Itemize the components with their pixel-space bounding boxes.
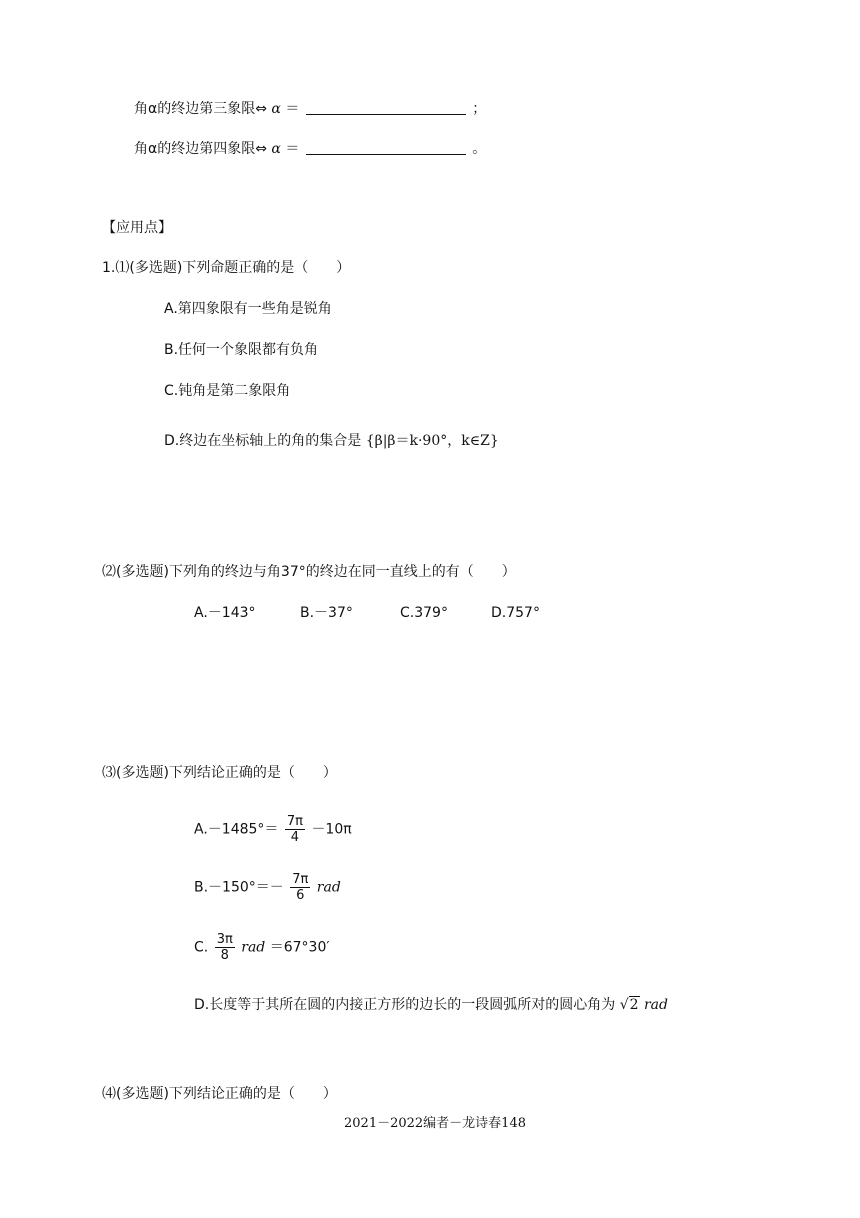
fraction-denominator: 4 (290, 830, 300, 845)
sqrt-expression (620, 996, 644, 1013)
q1-stem: 1.⑴(多选题)下列命题正确的是（ ） (102, 260, 351, 276)
fraction-denominator: 8 (220, 948, 229, 963)
section-title: 【应用点】 (102, 220, 172, 236)
q2-option-b: B.－37° (300, 605, 353, 621)
q1-d-set: {β|β＝k·90°，k∈Z} (365, 433, 499, 449)
q3-d-text: D.长度等于其所在圆的内接正方形的边长的一段圆弧所对的圆心角为 (194, 997, 616, 1013)
q4-stem: ⑷(多选题)下列结论正确的是（ ） (102, 1086, 337, 1102)
q3-option-a (194, 814, 352, 845)
answer-blank (306, 138, 466, 155)
sqrt-radicand: 2 (629, 997, 639, 1013)
q3-stem: ⑶(多选题)下列结论正确的是（ ） (102, 765, 337, 781)
quadrant-third-line (134, 98, 486, 119)
q3-b-left: B.－150°＝－ (194, 879, 284, 896)
line-end: 。 (472, 141, 487, 157)
page-footer: 2021－2022编者－龙诗春148 (344, 1116, 526, 1131)
fraction-numerator: 7π (292, 872, 309, 887)
fraction-numerator: 3π (216, 932, 233, 947)
unit-rad: rad (241, 939, 266, 956)
fraction (285, 814, 305, 845)
fraction-denominator: 6 (296, 888, 305, 903)
q1-option-c: C.钝角是第二象限角 (164, 383, 291, 399)
fraction-numerator: 7π (286, 814, 303, 829)
answer-blank (306, 98, 466, 115)
equals-sign: ＝ (285, 101, 300, 117)
q3-c-left: C. (194, 939, 209, 956)
line-end: ； (472, 101, 487, 117)
q3-a-right: －10π (311, 821, 352, 838)
q2-option-c: C.379° (400, 605, 448, 621)
q1-option-a: A.第四象限有一些角是锐角 (164, 301, 332, 317)
quadrant-third-label: 角α的终边第三象限⇔ (134, 101, 267, 117)
quadrant-fourth-label: 角α的终边第四象限⇔ (134, 141, 267, 157)
quadrant-fourth-line (134, 138, 486, 159)
alpha-symbol: α (271, 101, 281, 117)
alpha-symbol: α (271, 141, 281, 157)
q2-option-a: A.－143° (194, 605, 256, 621)
q1-option-d (164, 431, 499, 451)
unit-rad: rad (316, 879, 341, 896)
q3-option-c (194, 932, 330, 963)
q2-option-d: D.757° (491, 605, 540, 621)
q2-stem: ⑵(多选题)下列角的终边与角37°的终边在同一直线上的有（ ） (102, 564, 516, 580)
q1-d-prefix: D.终边在坐标轴上的角的集合是 (164, 433, 362, 449)
equals-sign: ＝ (285, 141, 300, 157)
sqrt-icon: √ (619, 997, 629, 1013)
fraction (290, 872, 310, 903)
q3-a-left: A.－1485°＝ (194, 821, 279, 838)
q3-c-right: ＝67°30′ (269, 939, 330, 956)
q3-option-b (194, 872, 341, 903)
q3-option-d (194, 995, 668, 1015)
unit-rad: rad (643, 997, 668, 1013)
q1-option-b: B.任何一个象限都有负角 (164, 342, 319, 358)
fraction (215, 932, 235, 963)
